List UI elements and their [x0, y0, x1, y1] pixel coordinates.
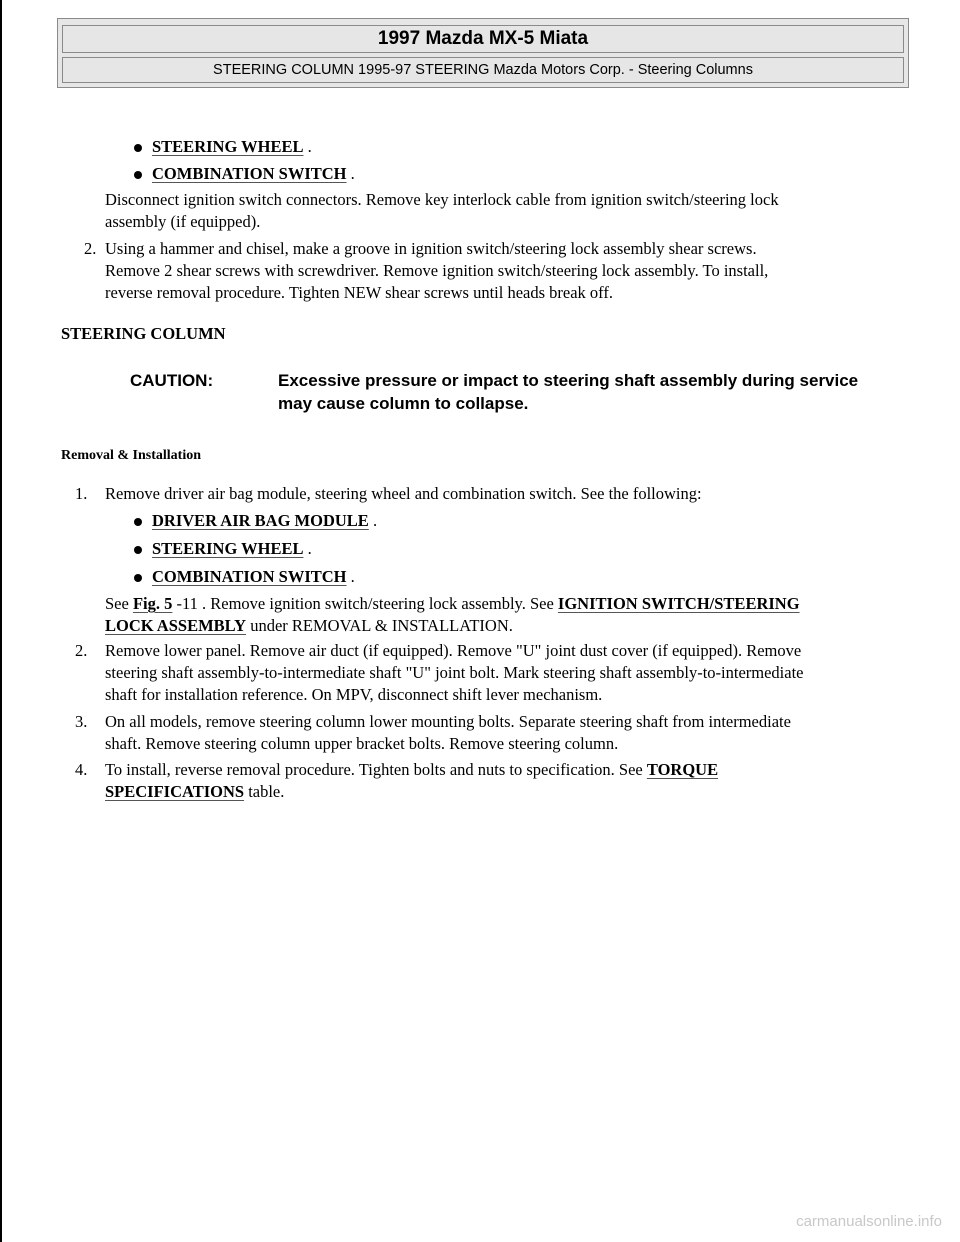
list-item	[152, 566, 355, 588]
steering-wheel-link[interactable]: STEERING WHEEL	[152, 539, 304, 558]
bullet-dot	[134, 518, 142, 526]
combination-switch-link[interactable]: COMBINATION SWITCH	[152, 164, 347, 183]
page-header	[57, 18, 909, 88]
step-line: shaft. Remove steering column upper bracket bolts. Remove steering column.	[105, 734, 619, 753]
step-line	[105, 615, 513, 637]
fig-5-link[interactable]: Fig. 5	[132, 594, 173, 613]
bullet-dot	[134, 546, 142, 554]
list-item	[152, 136, 312, 158]
section-heading: STEERING COLUMN	[61, 324, 226, 343]
caution-line: may cause column to collapse.	[278, 394, 529, 413]
list-item	[152, 538, 312, 560]
paragraph-line: Disconnect ignition switch connectors. Remove key interlock cable from ignition switch/steering lock	[105, 190, 779, 209]
step-line	[105, 759, 718, 781]
bullet-dot	[134, 574, 142, 582]
caution-line: Excessive pressure or impact to steering shaft assembly during service	[278, 371, 859, 390]
step-line	[105, 593, 800, 615]
step-number: 2.	[84, 239, 97, 258]
text-run: See	[105, 594, 133, 613]
bullet-dot	[134, 144, 142, 152]
text-run: table.	[244, 782, 285, 801]
steering-wheel-link[interactable]: STEERING WHEEL	[152, 137, 304, 156]
step-number: 1.	[75, 484, 88, 503]
page-edge	[0, 0, 2, 1242]
step-line: Remove lower panel. Remove air duct (if equipped). Remove "U" joint dust cover (if equipped). Remove	[105, 641, 802, 660]
bullet-dot	[134, 171, 142, 179]
ignition-switch-link-cont[interactable]: LOCK ASSEMBLY	[105, 616, 247, 635]
list-item-suffix: .	[303, 539, 312, 558]
caution-label: CAUTION:	[130, 371, 214, 390]
step-line	[105, 781, 284, 803]
step-line: reverse removal procedure. Tighten NEW shear screws until heads break off.	[105, 283, 613, 302]
driver-air-bag-module-link[interactable]: DRIVER AIR BAG MODULE	[152, 511, 369, 530]
torque-specifications-link[interactable]: TORQUE	[646, 760, 719, 779]
list-item-suffix: .	[303, 137, 312, 156]
combination-switch-link[interactable]: COMBINATION SWITCH	[152, 567, 347, 586]
step-line: On all models, remove steering column lower mounting bolts. Separate steering shaft from intermediate	[105, 712, 791, 731]
paragraph-line: assembly (if equipped).	[105, 212, 261, 231]
step-number: 2.	[75, 641, 88, 660]
ignition-switch-link[interactable]: IGNITION SWITCH/STEERING	[557, 594, 800, 613]
step-number: 4.	[75, 760, 88, 779]
subheading: Removal & Installation	[61, 448, 201, 463]
text-run: under REMOVAL & INSTALLATION.	[246, 616, 513, 635]
step-line: Remove driver air bag module, steering wheel and combination switch. See the following:	[105, 484, 702, 503]
header-title: 1997 Mazda MX-5 Miata	[62, 25, 904, 53]
step-number: 3.	[75, 712, 88, 731]
footer-watermark: carmanualsonline.info	[796, 1213, 942, 1230]
torque-specifications-link-cont[interactable]: SPECIFICATIONS	[105, 782, 245, 801]
list-item	[152, 510, 377, 532]
list-item	[152, 163, 355, 185]
list-item-suffix: .	[346, 567, 355, 586]
list-item-suffix: .	[368, 511, 378, 530]
text-run: To install, reverse removal procedure. Tighten bolts and nuts to specification. See	[105, 760, 647, 779]
step-line: steering shaft assembly-to-intermediate shaft "U" joint bolt. Mark steering shaft assembly-to-intermediate	[105, 663, 804, 682]
header-subtitle: STEERING COLUMN 1995-97 STEERING Mazda Motors Corp. - Steering Columns	[62, 57, 904, 83]
text-run: -11 . Remove ignition switch/steering lock assembly. See	[172, 594, 558, 613]
step-line: Remove 2 shear screws with screwdriver. Remove ignition switch/steering lock assembly. To install,	[105, 261, 769, 280]
step-line: shaft for installation reference. On MPV, disconnect shift lever mechanism.	[105, 685, 603, 704]
step-line: Using a hammer and chisel, make a groove in ignition switch/steering lock assembly shear screws.	[105, 239, 757, 258]
list-item-suffix: .	[346, 164, 355, 183]
